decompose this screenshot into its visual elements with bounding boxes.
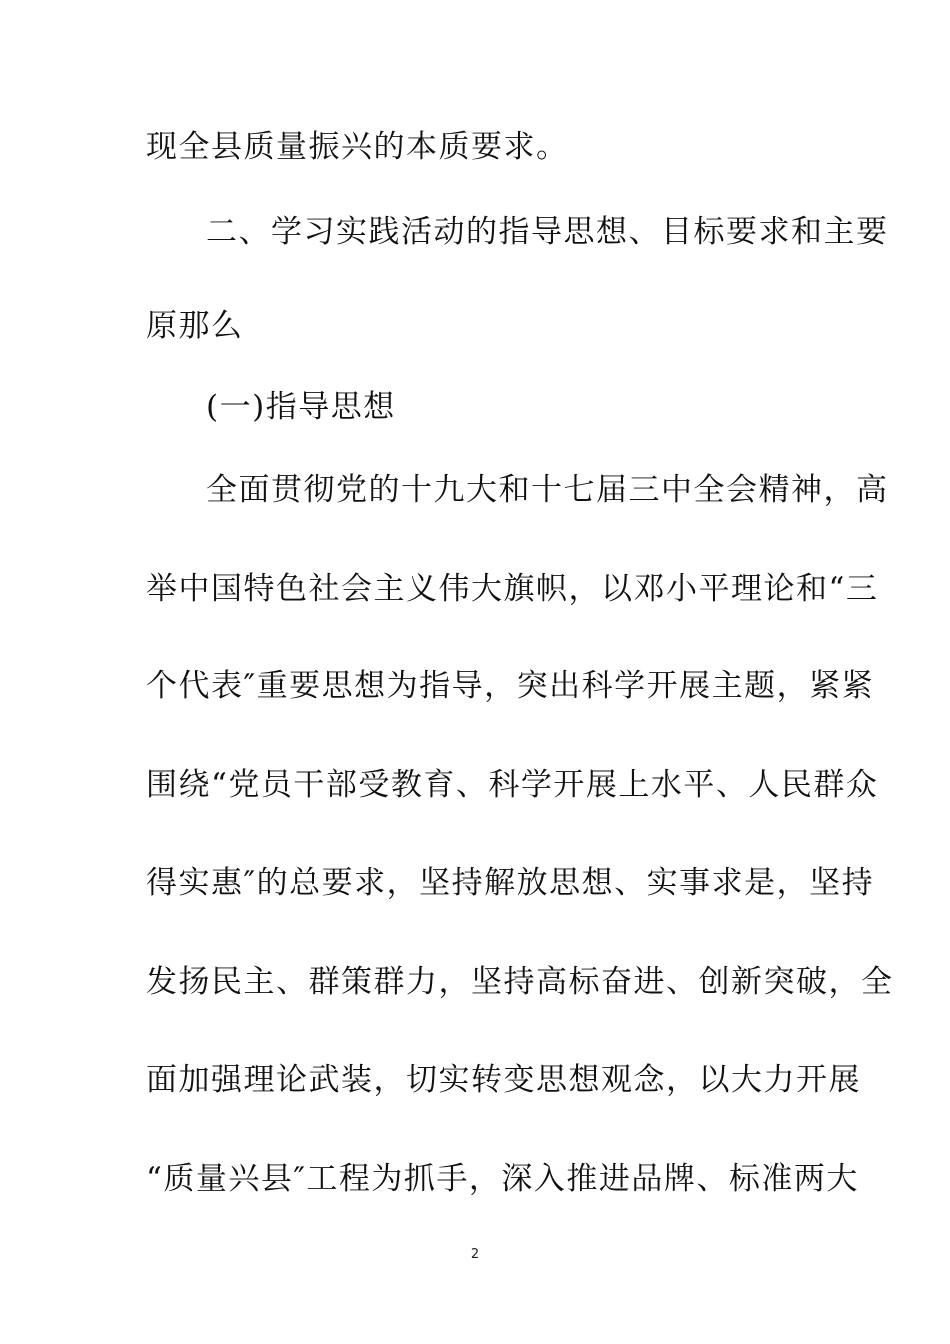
- paragraph-line: 个代表″重要思想为指导，突出科学开展主题，紧紧: [146, 668, 875, 704]
- paragraph-line: 全面贯彻党的十九大和十七届三中全会精神，高: [206, 472, 889, 508]
- subsection-heading: (一)指导思想: [206, 389, 396, 425]
- paragraph-line: 发扬民主、群策群力，坚持高标奋进、创新突破，全: [146, 964, 894, 1000]
- paragraph-line: 围绕“党员干部受教育、科学开展上水平、人民群众: [146, 767, 879, 803]
- section-heading: 二、学习实践活动的指导思想、目标要求和主要: [206, 214, 889, 250]
- paragraph-line: “质量兴县″工程为抓手，深入推进品牌、标准两大: [146, 1161, 859, 1197]
- paragraph-line: 面加强理论武装，切实转变思想观念，以大力开展: [146, 1062, 861, 1098]
- text-line: 原那么: [146, 308, 244, 344]
- paragraph-line: 得实惠″的总要求，坚持解放思想、实事求是，坚持: [146, 865, 875, 901]
- page-number: 2: [470, 1247, 480, 1262]
- text-line: 现全县质量振兴的本质要求。: [146, 129, 569, 165]
- paragraph-line: 举中国特色社会主义伟大旗帜，以邓小平理论和“三: [146, 571, 879, 607]
